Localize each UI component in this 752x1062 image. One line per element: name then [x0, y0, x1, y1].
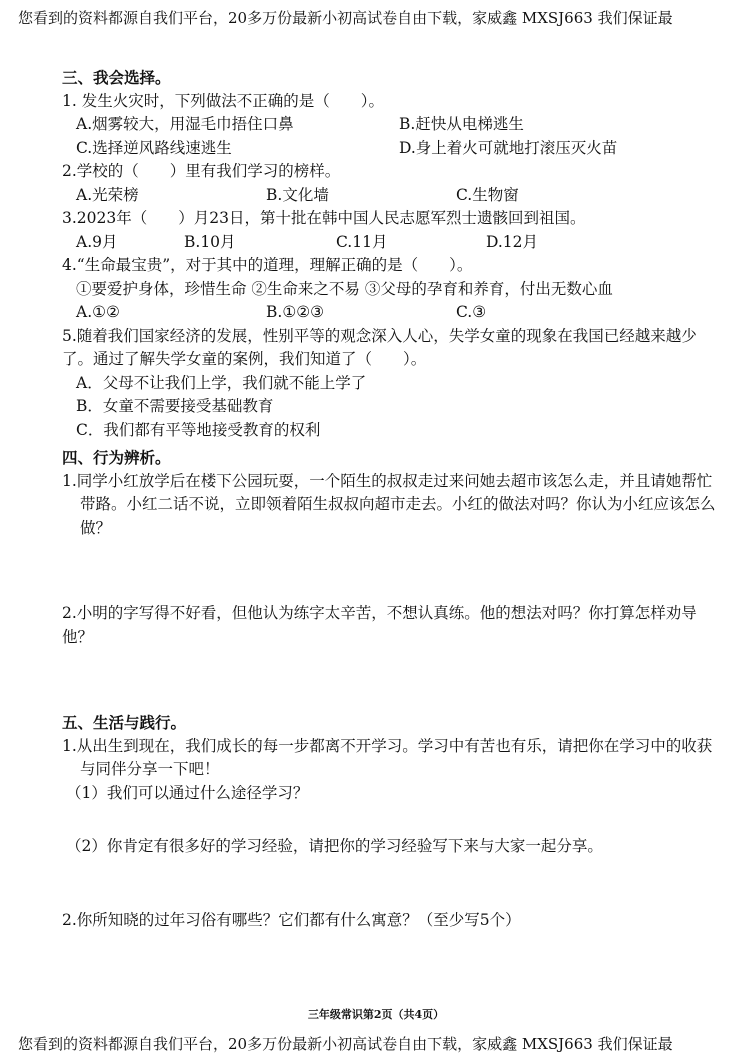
question-text: 3.2023年（ ）月23日，第十批在韩中国人民志愿军烈士遗骸回到祖国。: [62, 209, 586, 227]
page-footer: 三年级常识第2页（共4页）: [307, 1008, 445, 1021]
option: B.10月: [184, 232, 236, 251]
options-row: [62, 301, 722, 325]
top-banner: 您看到的资料都源自我们平台，20多万份最新小初高试卷自由下载，家威鑫 MXSJ663 我们保证最: [18, 9, 673, 27]
option: B.赶快从电梯逃生: [399, 115, 524, 133]
option: A．父母不让我们上学，我们就不能上学了: [76, 373, 367, 392]
bottom-banner: 您看到的资料都源自我们平台，20多万份最新小初高试卷自由下载，家威鑫 MXSJ663 我们保证最: [18, 1035, 673, 1053]
option: D.12月: [486, 232, 539, 251]
option: A.光荣榜: [76, 185, 139, 204]
option: B．女童不需要接受基础教育: [76, 397, 274, 415]
sub-question: （2）你肯定有很多好的学习经验，请把你的学习经验写下来与大家一起分享。: [66, 837, 603, 855]
question-text: 2.小明的字写得不好看，但他认为练字太辛苦，不想认真练。他的想法对吗？你打算怎样劝导他？: [62, 604, 697, 646]
question-text: 1.从出生到现在，我们成长的每一步都离不开学习。学习中有苦也有乐，请把你在学习中的收获与同伴分享一下吧！: [62, 736, 713, 778]
answer-space[interactable]: [62, 540, 722, 602]
option: B.①②③: [266, 303, 325, 321]
options-row: [62, 137, 722, 161]
question-text: 1.同学小红放学后在楼下公园玩耍，一个陌生的叔叔走过来问她去超市该怎么走，并且请她帮忙带路。小红二话不说，立即领着陌生叔叔向超市走去。小红的做法对吗？你认为小红应该怎么做？: [62, 471, 716, 537]
question-text: 5.随着我们国家经济的发展，性别平等的观念深入人心，失学女童的现象在我国已经越来越少了。通过了解失学女童的案例，我们知道了（ ）。: [62, 326, 697, 368]
option: C.选择逆风路线速逃生: [76, 138, 232, 157]
exam-page: [62, 62, 722, 1022]
options-row: [62, 231, 722, 255]
section-title: 三、我会选择。: [62, 68, 171, 87]
question-text: 2.学校的（ ）里有我们学习的榜样。: [62, 162, 341, 180]
option: B.文化墙: [266, 185, 329, 204]
question-text: 2.你所知晓的过年习俗有哪些？它们都有什么寓意？（至少写5个）: [62, 910, 521, 929]
section-title: 四、行为辨析。: [62, 448, 171, 467]
option: A.烟雾较大，用湿毛巾捂住口鼻: [76, 115, 294, 133]
answer-space[interactable]: [62, 649, 722, 707]
option: C.11月: [336, 232, 388, 251]
options-row: [62, 184, 722, 208]
option: C．我们都有平等地接受教育的权利: [76, 420, 321, 439]
option: A.9月: [76, 232, 118, 251]
option: C.③: [456, 303, 487, 321]
answer-space[interactable]: [62, 859, 722, 909]
question-text: 4.“生命最宝贵”，对于其中的道理，理解正确的是（ ）。: [62, 256, 473, 274]
option: D.身上着火可就地打滚压灭火苗: [399, 138, 618, 157]
option: A.①②: [76, 303, 120, 321]
question-text: 1. 发生火灾时，下列做法不正确的是（ ）。: [62, 91, 384, 110]
option: C.生物窗: [456, 185, 519, 204]
sub-question: （1）我们可以通过什么途径学习？: [66, 783, 309, 802]
answer-space[interactable]: [62, 805, 722, 835]
section-title: 五、生活与践行。: [62, 713, 187, 732]
options-row: [62, 113, 722, 137]
statements: ①要爱护身体，珍惜生命 ②生命来之不易 ③父母的孕育和养育，付出无数心血: [76, 279, 613, 298]
